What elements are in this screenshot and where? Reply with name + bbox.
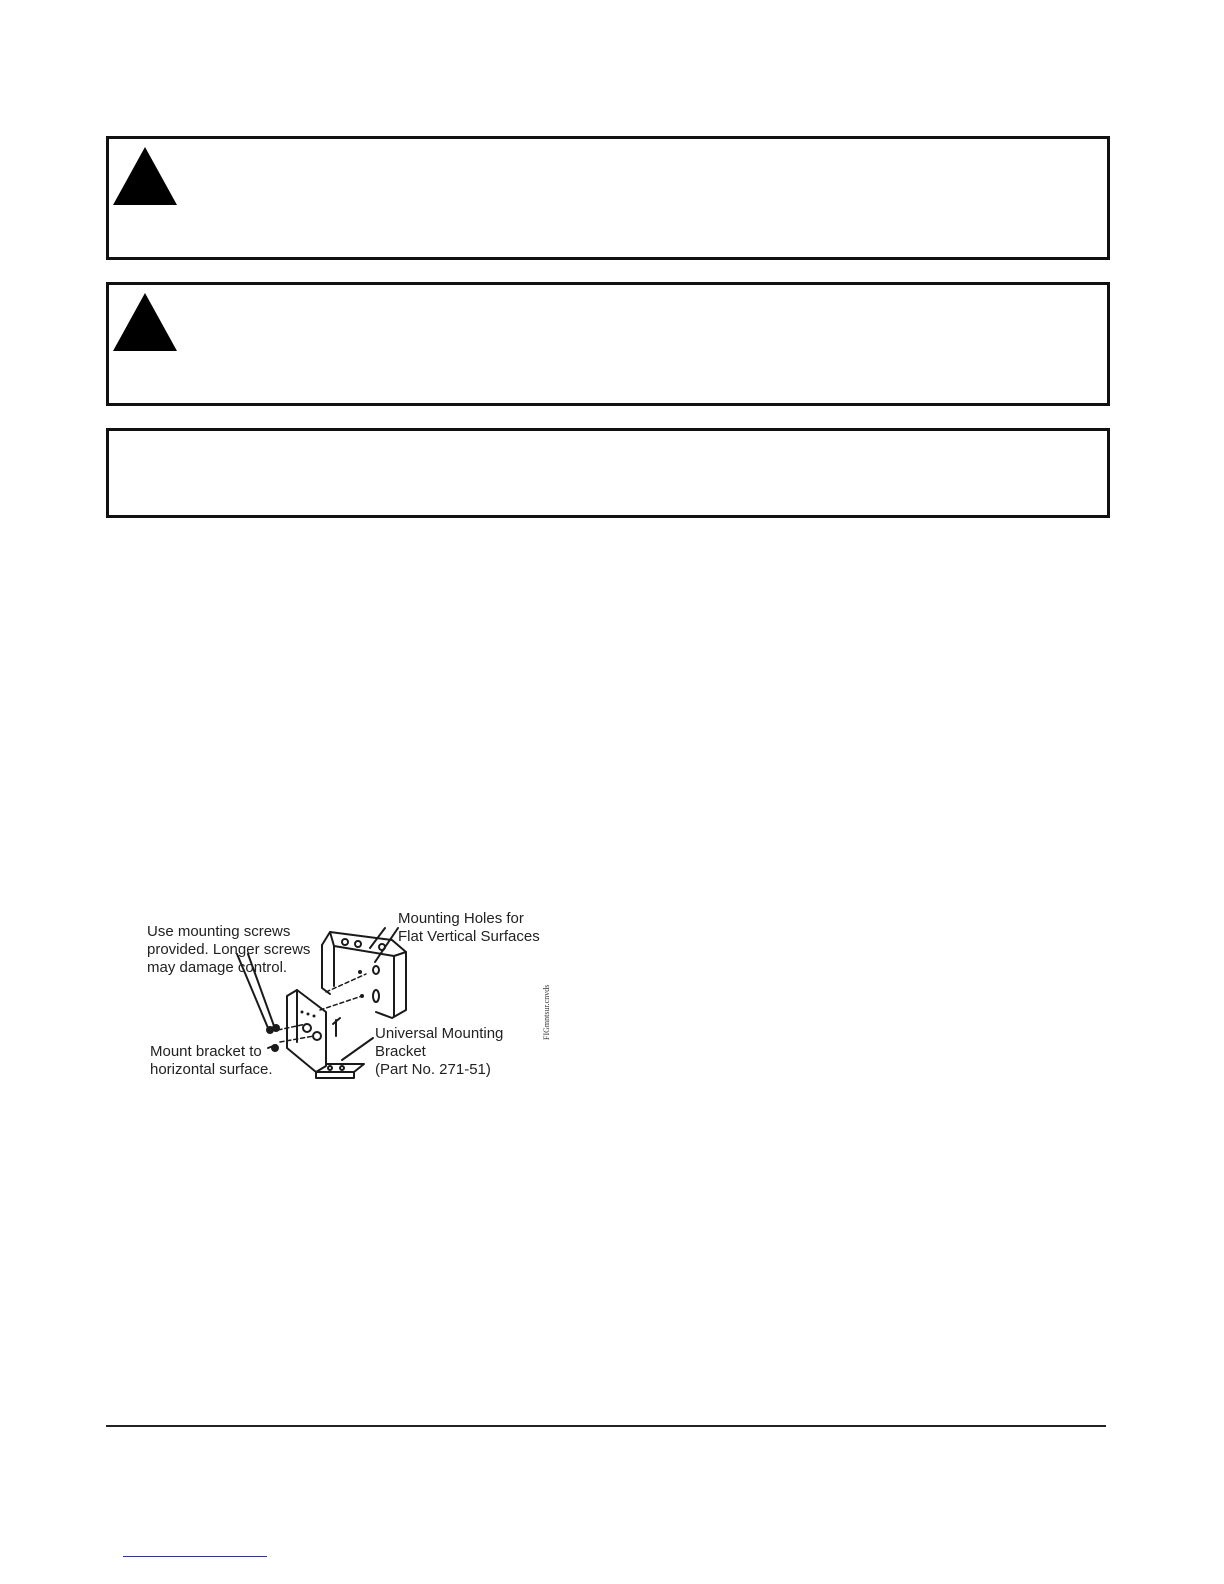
screws-caption-line: provided. Longer screws (147, 941, 311, 958)
mounting-figure (130, 900, 560, 1095)
holes-caption (398, 910, 540, 946)
warning-triangle-icon (111, 291, 179, 353)
mount-caption-line: Mount bracket to (150, 1043, 262, 1060)
footer-link-underline[interactable] (123, 1556, 267, 1557)
screws-caption-line: may damage control. (147, 959, 288, 976)
warning-box-2 (106, 282, 1110, 406)
bracket-caption-line: Universal Mounting (375, 1025, 504, 1042)
mount-caption-line: horizontal surface. (150, 1061, 273, 1078)
warning-box-1 (106, 136, 1110, 260)
bracket-caption-line: Bracket (375, 1043, 426, 1060)
holes-caption-line: Mounting Holes for (398, 910, 524, 927)
figure-code: FIGmntsur.cnvds (542, 984, 551, 1040)
holes-caption-line: Flat Vertical Surfaces (398, 928, 540, 945)
footer-divider (106, 1425, 1106, 1427)
bracket-caption (375, 1025, 503, 1079)
screws-caption (147, 923, 310, 977)
mount-caption (150, 1043, 273, 1079)
screws-caption-line: Use mounting screws (147, 923, 291, 940)
note-box (106, 428, 1110, 518)
warning-triangle-icon (111, 145, 179, 207)
bracket-caption-line: (Part No. 271-51) (375, 1061, 491, 1078)
